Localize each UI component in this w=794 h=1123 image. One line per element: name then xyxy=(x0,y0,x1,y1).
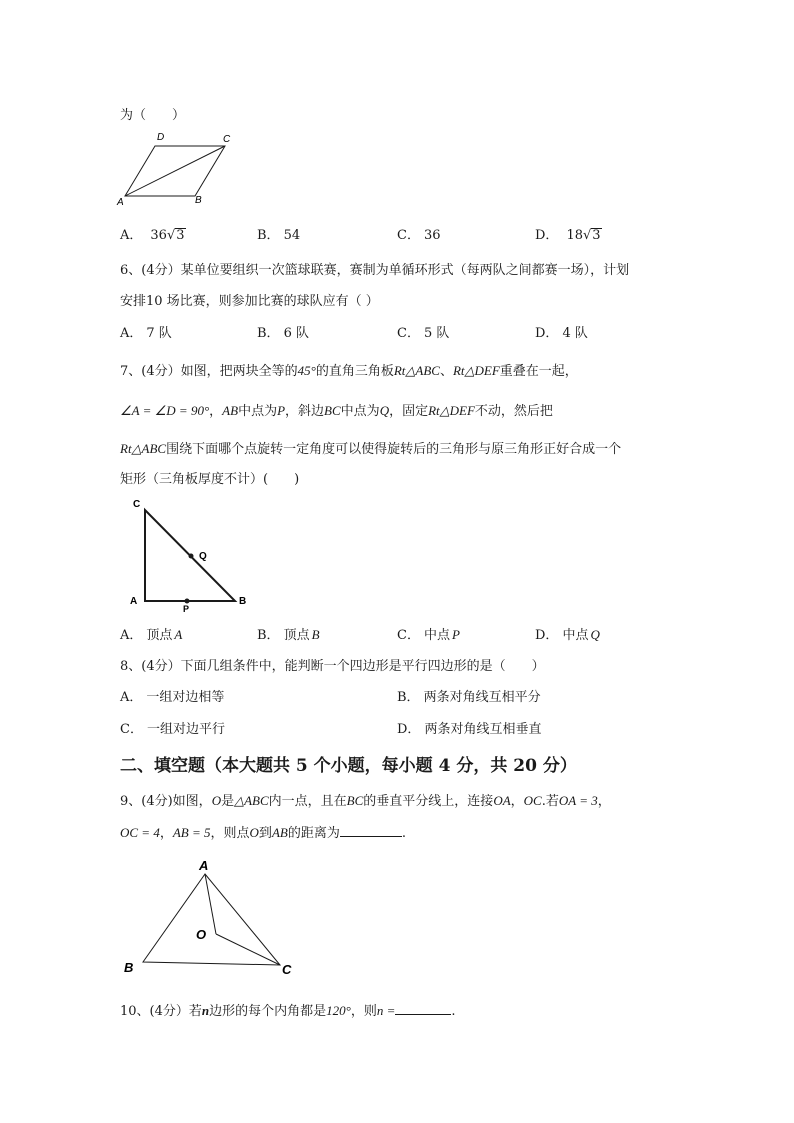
q6-stem-line2: 安排10 场比赛，则参加比赛的球队应有（ ） xyxy=(120,294,379,309)
label-B: B xyxy=(195,195,202,206)
label-P: P xyxy=(183,604,190,614)
label-A: A xyxy=(130,596,138,607)
label-Q: Q xyxy=(199,551,207,562)
q6-stem-line1: 6、(4分）某单位要组织一次篮球联赛，赛制为单循环形式（每两队之间都赛一场），计划 xyxy=(120,263,630,278)
q6-option-d[interactable]: D． 4 队 xyxy=(535,326,588,341)
label-B: B xyxy=(239,596,247,607)
q5-option-b[interactable]: B． 54 xyxy=(257,228,301,243)
q8-option-b[interactable]: B． 两条对角线互相平分 xyxy=(397,690,541,705)
label-O: O xyxy=(196,927,207,942)
q7-option-c[interactable]: C． 中点 P xyxy=(397,627,460,643)
q7-option-b[interactable]: B． 顶点 B xyxy=(257,627,320,643)
q7-option-d[interactable]: D． 中点 Q xyxy=(535,627,600,643)
q8-option-d[interactable]: D． 两条对角线互相垂直 xyxy=(397,722,542,737)
point-Q xyxy=(189,554,194,559)
q5-option-c[interactable]: C． 36 xyxy=(397,228,441,243)
q8-option-a[interactable]: A． 一组对边相等 xyxy=(120,690,225,705)
section-2-heading: 二、填空题（本大题共 5 个小题，每小题 4 分，共 20 分） xyxy=(120,756,577,776)
q9-answer-blank[interactable] xyxy=(340,824,402,837)
label-A: A xyxy=(199,858,209,873)
q6-option-c[interactable]: C． 5 队 xyxy=(397,326,450,341)
q9-stem-line1: 9、(4分)如图，O是△ABC内一点，且在BC的垂直平分线上，连接OA，OC.若OA = 3， xyxy=(120,793,611,809)
q6-option-a[interactable]: A． 7 队 xyxy=(120,326,172,341)
q7-stem-line3: Rt△ABC围绕下面哪个点旋转一定角度可以使得旋转后的三角形与原三角形正好合成一个 xyxy=(120,441,622,457)
label-A: A xyxy=(117,197,124,208)
q9-stem-line2: OC = 4，AB = 5，则点O到AB的距离为 . xyxy=(120,825,406,841)
q7-stem-line2: ∠A = ∠D = 90°，AB中点为P，斜边BC中点为Q，固定Rt△DEF不动，然后把 xyxy=(120,403,553,419)
q5-stem-tail: 为（ ） xyxy=(120,108,186,123)
q8-option-c[interactable]: C． 一组对边平行 xyxy=(120,722,225,737)
q7-stem-line4: 矩形（三角板厚度不计）( ) xyxy=(120,472,300,487)
label-C: C xyxy=(282,962,292,977)
q10-stem: 10、(4分）若n边形的每个内角都是120°，则n = . xyxy=(120,1003,456,1019)
q7-right-triangle-figure xyxy=(125,494,265,614)
q9-triangle-figure xyxy=(118,852,318,982)
label-D: D xyxy=(157,132,165,143)
q7-stem-line1: 7、(4分）如图，把两块全等的45°的直角三角板Rt△ABC、Rt△DEF重叠在一起， xyxy=(120,363,578,379)
label-C: C xyxy=(133,499,141,510)
segment-OC xyxy=(216,934,280,965)
q5-option-d[interactable]: D． 18√3 xyxy=(535,228,601,243)
label-B: B xyxy=(124,960,134,975)
segment-OA xyxy=(205,874,216,934)
triangle-ABC xyxy=(143,874,280,965)
q7-option-a[interactable]: A． 顶点 A xyxy=(120,627,183,643)
point-P xyxy=(185,599,190,604)
q8-stem: 8、(4分）下面几组条件中，能判断一个四边形是平行四边形的是（ ） xyxy=(120,659,545,674)
q5-parallelogram-figure xyxy=(115,128,235,208)
q10-answer-blank[interactable] xyxy=(395,1002,451,1015)
label-C: C xyxy=(223,134,231,145)
q5-option-a[interactable]: A． 36√3 xyxy=(120,228,185,243)
q6-option-b[interactable]: B． 6 队 xyxy=(257,326,309,341)
